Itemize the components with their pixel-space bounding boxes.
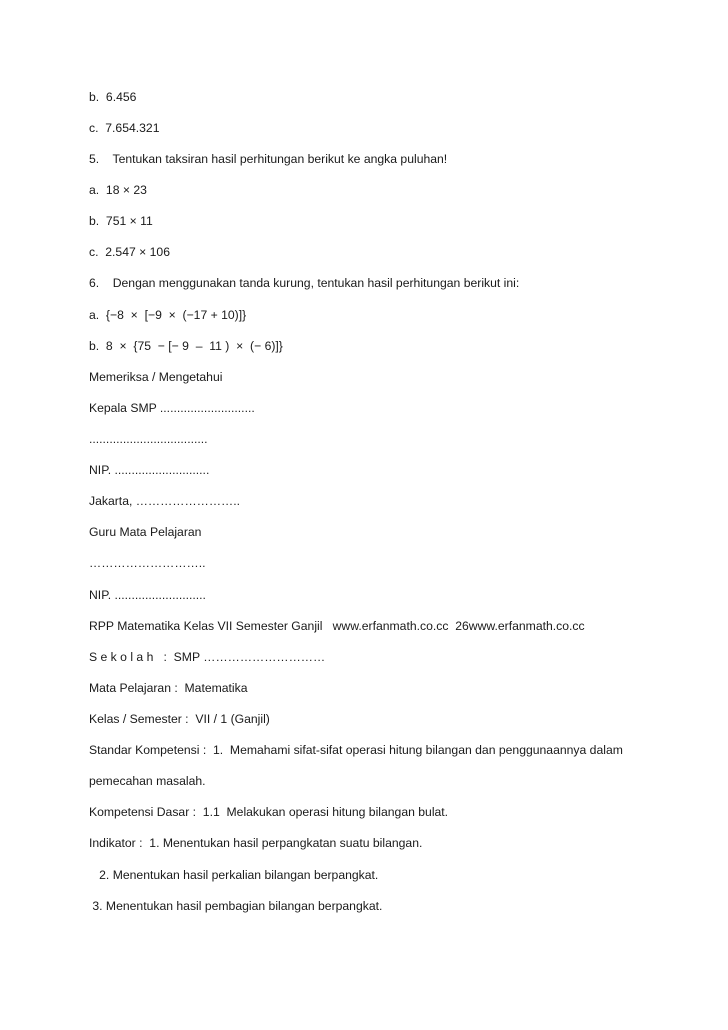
question-5-option-a: a. 18 × 23 <box>89 183 147 197</box>
option-b-6456: b. 6.456 <box>89 90 137 104</box>
school-field: S e k o l a h : SMP ………………………… <box>89 650 326 664</box>
teacher-name-blank: ……………………….. <box>89 556 206 570</box>
competency-standard: Standar Kompetensi : 1. Memahami sifat-sifat operasi hitung bilangan dan penggunaannya dalam <box>89 743 623 757</box>
competency-standard-continued: pemecahan masalah. <box>89 774 206 788</box>
question-5-option-b: b. 751 × 11 <box>89 214 153 228</box>
principal-label: Kepala SMP ............................ <box>89 401 255 415</box>
principal-name-blank: ................................... <box>89 432 208 446</box>
approval-heading: Memeriksa / Mengetahui <box>89 370 223 384</box>
option-c-7654321: c. 7.654.321 <box>89 121 160 135</box>
question-6-option-b: b. 8 × {75 − [− 9 – 11 ) × (− 6)]} <box>89 339 283 353</box>
teacher-nip: NIP. ........................... <box>89 588 206 602</box>
question-5: 5. Tentukan taksiran hasil perhitungan berikut ke angka puluhan! <box>89 152 448 166</box>
class-semester-field: Kelas / Semester : VII / 1 (Ganjil) <box>89 712 270 726</box>
question-6-option-a: a. {−8 × [−9 × (−17 + 10)]} <box>89 308 247 322</box>
principal-nip: NIP. ............................ <box>89 463 210 477</box>
teacher-label: Guru Mata Pelajaran <box>89 525 202 539</box>
subject-field: Mata Pelajaran : Matematika <box>89 681 248 695</box>
place-date-line: Jakarta, …………………….. <box>89 494 241 508</box>
indicator-3: 3. Menentukan hasil pembagian bilangan berpangkat. <box>89 899 383 913</box>
question-5-option-c: c. 2.547 × 106 <box>89 245 170 259</box>
indicator-1: Indikator : 1. Menentukan hasil perpangkatan suatu bilangan. <box>89 836 423 850</box>
footer-line: RPP Matematika Kelas VII Semester Ganjil www.erfanmath.co.cc 26www.erfanmath.co.cc <box>89 619 585 633</box>
basic-competency: Kompetensi Dasar : 1.1 Melakukan operasi hitung bilangan bulat. <box>89 805 449 819</box>
question-6: 6. Dengan menggunakan tanda kurung, tentukan hasil perhitungan berikut ini: <box>89 276 520 290</box>
indicator-2: 2. Menentukan hasil perkalian bilangan berpangkat. <box>89 868 379 882</box>
